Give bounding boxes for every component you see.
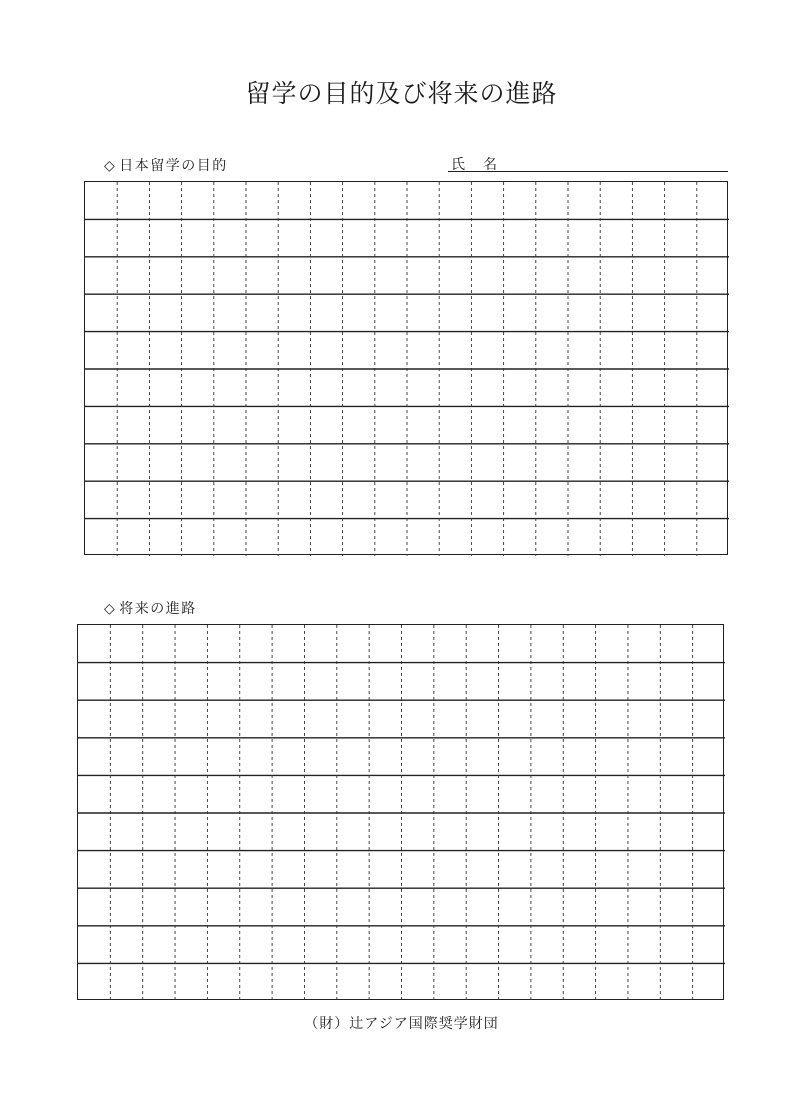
footer-organization: （財）辻アジア国際奨学財団 (304, 1016, 499, 1032)
section1-label: 日本留学の目的 (119, 158, 228, 174)
section2-heading (104, 598, 197, 618)
diamond-icon: ◇ (104, 601, 117, 617)
future-path-writing-grid[interactable] (77, 624, 724, 1000)
page-title: 留学の目的及び将来の進路 (245, 79, 558, 108)
diamond-icon: ◇ (104, 158, 117, 174)
purpose-writing-grid[interactable] (84, 181, 728, 555)
section2-label: 将来の進路 (119, 601, 197, 617)
purpose-grid-lines (85, 182, 729, 556)
name-label: 氏名 (451, 157, 515, 173)
section1-heading (104, 155, 228, 175)
future-grid-lines (78, 625, 725, 1001)
name-field[interactable] (448, 154, 728, 172)
